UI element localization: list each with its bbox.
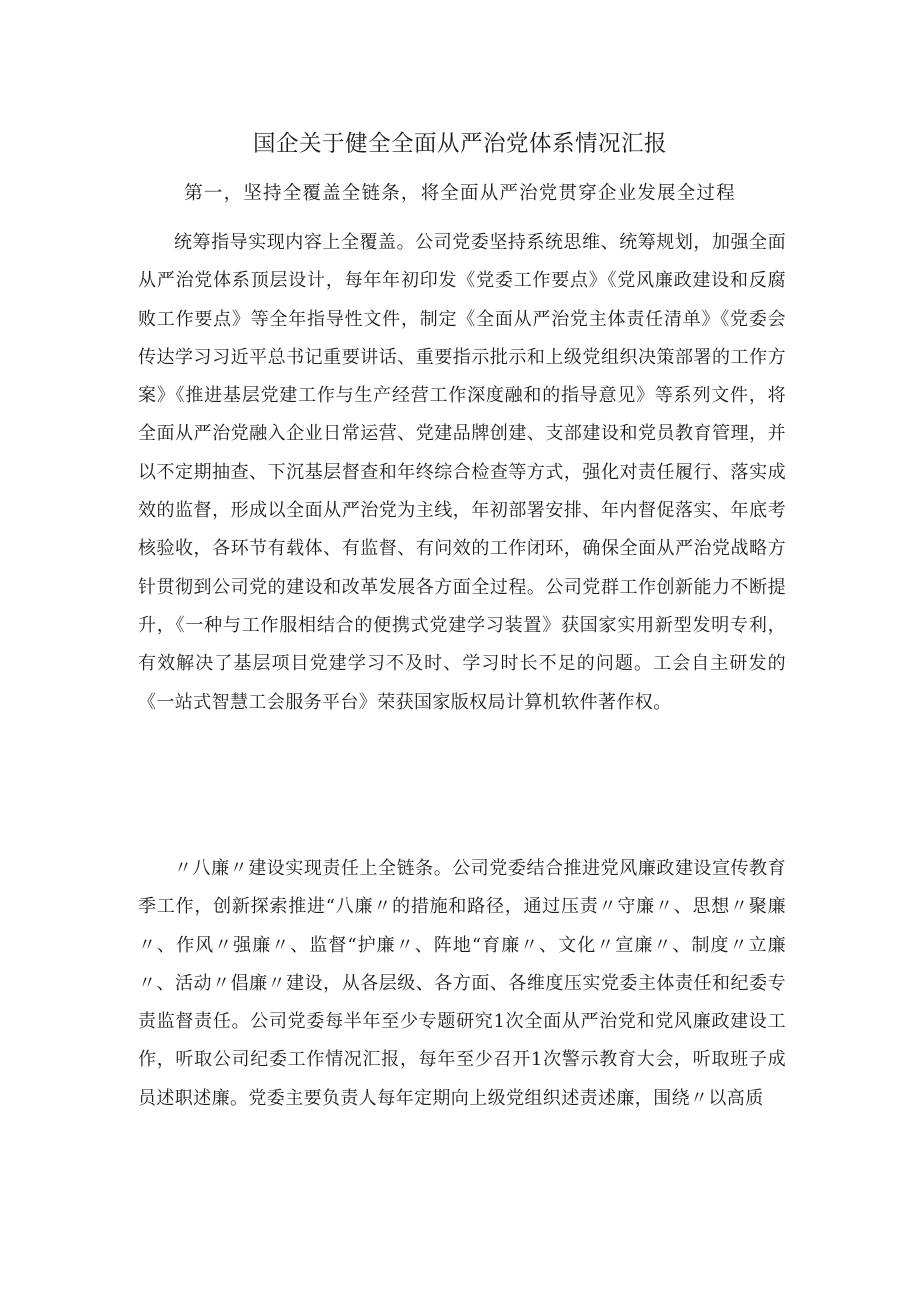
section-heading: 第一，坚持全覆盖全链条，将全面从严治党贯穿企业发展全过程 — [184, 183, 736, 204]
body-paragraph: 统筹指导实现内容上全覆盖。公司党委坚持系统思维、统筹规划，加强全面从严治党体系顶层设计，每年年初印发《党委工作要点》《党风廉政建设和反腐败工作要点》等全年指导性文件，制定《全面从严治党主体责任清单》《党委会传达学习习近平总书记重要讲话、重要指示批示和上级党组织决策部署的工作方案》《推进基层党建工作与生产经营工作深度融和的指导意见》等系列文件，将全面从严治党融入企业日常运营、党建品牌创建、支部建设和党员教育管理，并以不定期抽查、下沉基层督查和年终综合检查等方式，强化对责任履行、落实成效的监督，形成以全面从严治党为主线，年初部署安排、年内督促落实、年底考核验收，各环节有载体、有监督、有问效的工作闭环，确保全面从严治党战略方针贯彻到公司党的建设和改革发展各方面全过程。公司党群工作创新能力不断提升，《一种与工作服相结合的便携式党建学习装置》获国家实用新型发明专利，有效解决了基层项目党建学习不及时、学习时长不足的问题。工会自主研发的《一站式智慧工会服务平台》荣获国家版权局计算机软件著作权。 — [138, 232, 786, 713]
document-title: 国企关于健全全面从严治党体系情况汇报 — [252, 131, 667, 157]
body-paragraph: 〃八廉〃建设实现责任上全链条。公司党委结合推进党风廉政建设宣传教育季工作，创新探索推进“八廉〃的措施和路径，通过压责〃守廉〃、思想〃聚廉〃、作风〃强廉〃、监督“护廉〃、阵地“育廉〃、文化〃宣廉〃、制度〃立廉〃、活动〃倡廉〃建设，从各层级、各方面、各维度压实党委主体责任和纪委专责监督责任。公司党委每半年至少专题研究1次全面从严治党和党风廉政建设工作，听取公司纪委工作情况汇报，每年至少召开1次警示教育大会，听取班子成员述职述廉。党委主要负责人每年定期向上级党组织述责述廉，围绕〃以高质 — [138, 858, 786, 1109]
